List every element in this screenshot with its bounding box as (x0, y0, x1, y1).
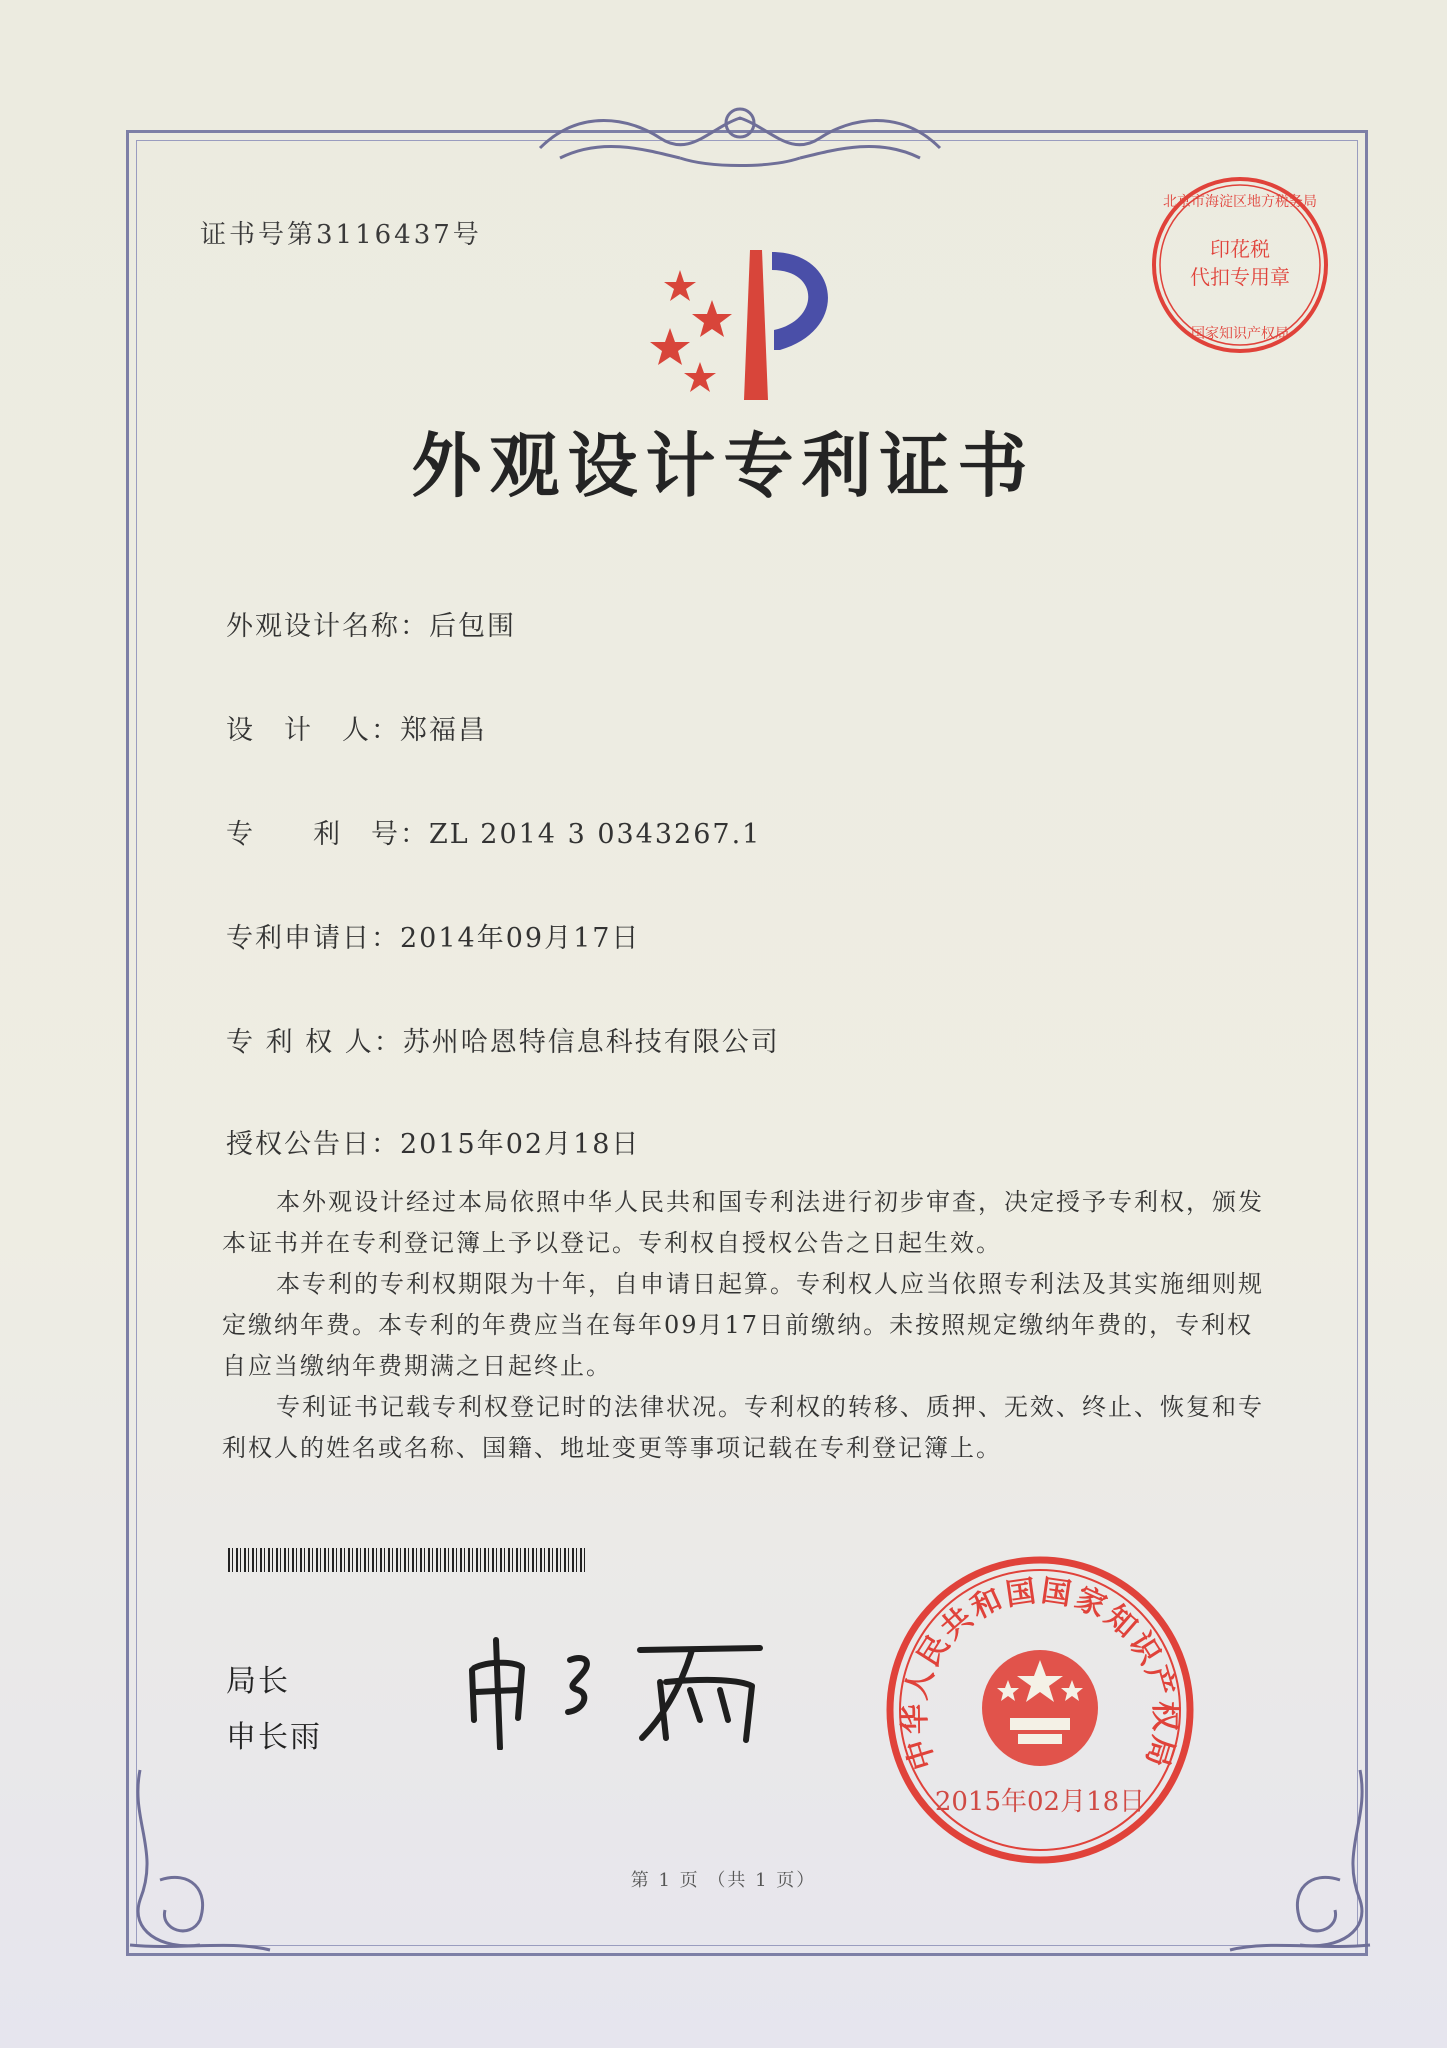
body-paragraph: 本外观设计经过本局依照中华人民共和国专利法进行初步审查，决定授予专利权，颁发本证书并在专利登记簿上予以登记。专利权自授权公告之日起生效。 (222, 1188, 1264, 1257)
field-application-date (226, 916, 640, 955)
seal-top-arc-text: 北京市海淀区地方税务局 (1163, 194, 1317, 210)
office-seal (880, 1550, 1200, 1870)
field-label: 专 利 权 人： (226, 1027, 403, 1058)
field-designer (226, 708, 487, 747)
field-label: 专利申请日： (226, 923, 400, 954)
barcode (228, 1548, 588, 1572)
certificate-body (222, 1182, 1272, 1469)
field-patentee (226, 1020, 780, 1059)
bottom-left-ornament (120, 1760, 280, 1960)
field-label: 外观设计名称： (226, 611, 429, 642)
seal-center-line-1: 印花税 (1210, 237, 1270, 261)
tax-stamp-seal (1140, 170, 1340, 360)
field-patent-number (226, 812, 761, 851)
field-value: 2014年09月17日 (400, 923, 641, 954)
body-paragraph: 本专利的专利权期限为十年，自申请日起算。专利权人应当依照专利法及其实施细则规定缴纳年费。本专利的年费应当在每年09月17日前缴纳。未按照规定缴纳年费的，专利权自应当缴纳年费期满之日起终止。 (222, 1270, 1264, 1380)
seal-bottom-arc-text: 国家知识产权局 (1191, 326, 1289, 342)
certificate-title: 外观设计专利证书 (411, 424, 1036, 507)
field-value: 郑福昌 (400, 715, 487, 746)
seal-arc-text: 中华人民共和国国家知识产权局 (897, 1573, 1183, 1774)
field-label: 设 计 人： (226, 715, 400, 746)
director-signature (460, 1620, 780, 1750)
bottom-right-ornament (1220, 1760, 1380, 1960)
seal-date: 2015年02月18日 (934, 1787, 1146, 1817)
field-design-name (226, 604, 516, 643)
director-title: 局长 (226, 1664, 290, 1699)
field-grant-date (226, 1122, 640, 1161)
top-ornament (520, 88, 960, 178)
field-value: 苏州哈恩特信息科技有限公司 (402, 1027, 780, 1058)
field-value: 2015年02月18日 (400, 1129, 641, 1160)
body-paragraph: 专利证书记载专利权登记时的法律状况。专利权的转移、质押、无效、终止、恢复和专利权人的姓名或名称、国籍、地址变更等事项记载在专利登记簿上。 (222, 1393, 1264, 1462)
field-value: 后包围 (429, 611, 516, 642)
certificate-number: 证书号第3116437号 (200, 220, 482, 250)
seal-center-line-2: 代扣专用章 (1190, 265, 1290, 289)
director-name: 申长雨 (226, 1720, 322, 1755)
patent-office-logo (640, 240, 860, 410)
page-number: 第 1 页 （共 1 页） (630, 1870, 817, 1891)
field-label: 授权公告日： (226, 1129, 400, 1160)
field-label: 专 利 号： (226, 819, 429, 850)
field-value: ZL 2014 3 0343267.1 (429, 819, 762, 850)
